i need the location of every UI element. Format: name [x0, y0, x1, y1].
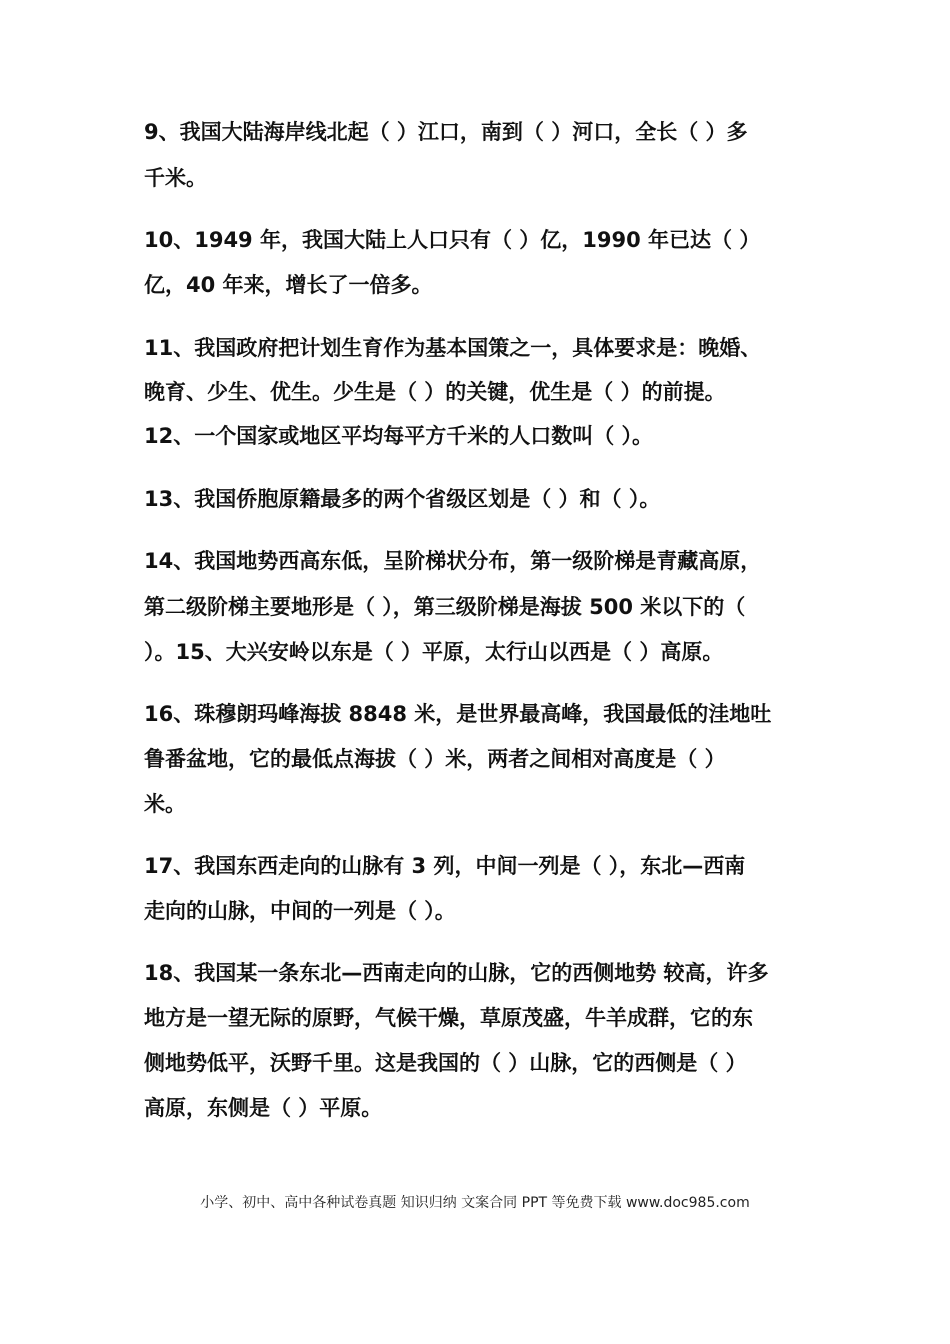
q18-line-3: 侧地势低平，沃野千里。这是我国的（ ）山脉，它的西侧是（ ） [144, 1051, 747, 1075]
q17-line-2: 走向的山脉，中间的一列是（ ）。 [144, 899, 456, 923]
q16-line-2: 鲁番盆地，它的最低点海拔（ ）米，两者之间相对高度是（ ） [144, 747, 726, 771]
q16-line-1: 16、珠穆朗玛峰海拔 8848 米，是世界最高峰，我国最低的洼地吐 [144, 702, 772, 726]
q11-line-1: 11、我国政府把计划生育作为基本国策之一，具体要求是：晚婚、 [144, 336, 762, 360]
q9-line-2: 千米。 [144, 166, 207, 190]
q14-line-1: 14、我国地势西高东低，呈阶梯状分布，第一级阶梯是青藏高原， [144, 549, 762, 573]
footer-text: 小学、初中、高中各种试卷真题 知识归纳 文案合同 PPT 等免费下载 www.doc985.com [200, 1195, 750, 1211]
q12-line-1: 12、一个国家或地区平均每平方千米的人口数叫（ ）。 [144, 424, 654, 448]
q14-line-2: 第二级阶梯主要地形是（ ），第三级阶梯是海拔 500 米以下的（ [144, 595, 746, 619]
q13-line-1: 13、我国侨胞原籍最多的两个省级区划是（ ）和（ ）。 [144, 487, 661, 511]
q11-line-2: 晚育、少生、优生。少生是（ ）的关键，优生是（ ）的前提。 [144, 380, 726, 404]
q9-line-1: 9、我国大陆海岸线北起（ ）江口，南到（ ）河口，全长（ ）多 [144, 120, 748, 144]
q15-line-1: ）。15、大兴安岭以东是（ ）平原，太行山以西是（ ）高原。 [144, 640, 724, 664]
q18-line-4: 高原，东侧是（ ）平原。 [144, 1096, 383, 1120]
q18-line-2: 地方是一望无际的原野，气候干燥，草原茂盛，牛羊成群，它的东 [144, 1006, 753, 1030]
q16-line-3: 米。 [144, 792, 186, 816]
q18-line-1: 18、我国某一条东北—西南走向的山脉，它的西侧地势 较高，许多 [144, 961, 769, 985]
q17-line-1: 17、我国东西走向的山脉有 3 列，中间一列是（ ），东北—西南 [144, 854, 746, 878]
q10-line-2: 亿，40 年来，增长了一倍多。 [144, 273, 433, 297]
q10-line-1: 10、1949 年，我国大陆上人口只有（ ）亿，1990 年已达（ ） [144, 228, 761, 252]
